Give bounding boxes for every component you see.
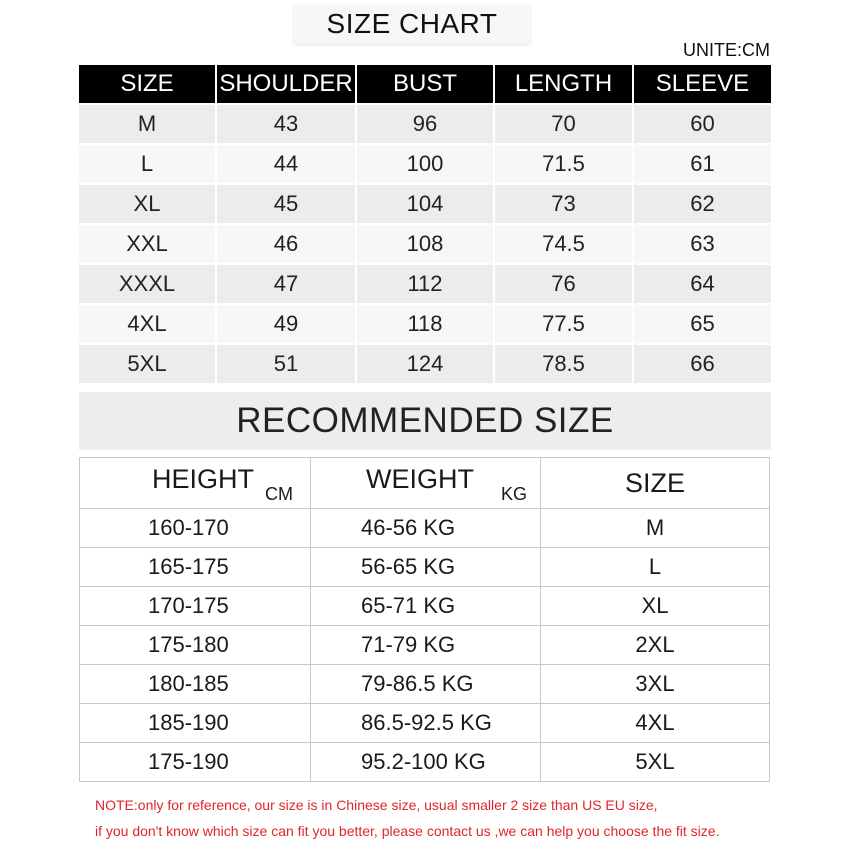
- table-cell: 49: [217, 305, 355, 343]
- table-cell: 78.5: [495, 345, 632, 383]
- weight-unit: KG: [501, 484, 528, 504]
- table-row: [80, 626, 770, 665]
- table-cell: 112: [357, 265, 493, 303]
- table-row: [79, 105, 771, 143]
- table-cell: 71.5: [495, 145, 632, 183]
- table-cell: 46: [217, 225, 355, 263]
- table-cell: M: [79, 105, 215, 143]
- table-cell: 64: [634, 265, 771, 303]
- table-cell: 76: [495, 265, 632, 303]
- table-cell: XL: [79, 185, 215, 223]
- table-cell: 60: [634, 105, 771, 143]
- height-cell: 175-190: [80, 743, 311, 782]
- size-cell: M: [541, 509, 770, 548]
- weight-cell: 46-56 KG: [311, 509, 541, 548]
- table-row: [79, 145, 771, 183]
- height-cell: 160-170: [80, 509, 311, 548]
- table-cell: 51: [217, 345, 355, 383]
- header-size: SIZE: [79, 65, 215, 103]
- size-cell: 3XL: [541, 665, 770, 704]
- table-row: [79, 265, 771, 303]
- weight-cell: 86.5-92.5 KG: [311, 704, 541, 743]
- table-row: [80, 509, 770, 548]
- weight-header-cell: [311, 458, 541, 509]
- size-chart-header: [79, 65, 771, 103]
- note-line-1: NOTE:only for reference, our size is in Chinese size, usual smaller 2 size than US EU size,: [95, 797, 658, 813]
- table-cell: XXL: [79, 225, 215, 263]
- unit-label: UNITE:CM: [683, 40, 770, 60]
- table-cell: 77.5: [495, 305, 632, 343]
- recommended-size-table: [79, 457, 770, 782]
- table-row: [79, 185, 771, 223]
- header-sleeve: SLEEVE: [634, 65, 771, 103]
- table-row: [80, 743, 770, 782]
- height-header: HEIGHT: [152, 464, 255, 494]
- table-cell: 124: [357, 345, 493, 383]
- table-cell: 44: [217, 145, 355, 183]
- height-cell: 165-175: [80, 548, 311, 587]
- weight-cell: 71-79 KG: [311, 626, 541, 665]
- table-cell: 100: [357, 145, 493, 183]
- table-cell: 62: [634, 185, 771, 223]
- table-row: [79, 345, 771, 383]
- table-cell: 5XL: [79, 345, 215, 383]
- height-header-cell: [80, 458, 311, 509]
- header-length: LENGTH: [495, 65, 632, 103]
- table-cell: 4XL: [79, 305, 215, 343]
- size-cell: 2XL: [541, 626, 770, 665]
- weight-header: WEIGHT: [366, 464, 474, 494]
- table-cell: 45: [217, 185, 355, 223]
- table-cell: 70: [495, 105, 632, 143]
- table-cell: 65: [634, 305, 771, 343]
- size-cell: L: [541, 548, 770, 587]
- table-row: [80, 548, 770, 587]
- table-cell: 108: [357, 225, 493, 263]
- table-row: [80, 587, 770, 626]
- table-cell: 43: [217, 105, 355, 143]
- weight-cell: 79-86.5 KG: [311, 665, 541, 704]
- table-cell: 96: [357, 105, 493, 143]
- size-chart-title: SIZE CHART: [294, 4, 530, 44]
- table-header-row: [80, 458, 770, 509]
- weight-cell: 65-71 KG: [311, 587, 541, 626]
- header-bust: BUST: [357, 65, 493, 103]
- height-cell: 185-190: [80, 704, 311, 743]
- table-row: [79, 225, 771, 263]
- size-chart-table: [79, 105, 771, 385]
- table-cell: 104: [357, 185, 493, 223]
- table-row: [80, 665, 770, 704]
- size-cell: 4XL: [541, 704, 770, 743]
- table-cell: 74.5: [495, 225, 632, 263]
- table-cell: 66: [634, 345, 771, 383]
- table-cell: L: [79, 145, 215, 183]
- table-cell: 61: [634, 145, 771, 183]
- recommended-size-title: RECOMMENDED SIZE: [79, 392, 771, 450]
- size-header: SIZE: [541, 458, 770, 509]
- table-row: [80, 704, 770, 743]
- table-cell: 47: [217, 265, 355, 303]
- header-shoulder: SHOULDER: [217, 65, 355, 103]
- table-cell: XXXL: [79, 265, 215, 303]
- size-cell: 5XL: [541, 743, 770, 782]
- height-cell: 170-175: [80, 587, 311, 626]
- height-cell: 180-185: [80, 665, 311, 704]
- table-row: [79, 305, 771, 343]
- note-line-2: if you don't know which size can fit you better, please contact us ,we can help you choose the fit size.: [95, 823, 720, 839]
- weight-cell: 56-65 KG: [311, 548, 541, 587]
- size-cell: XL: [541, 587, 770, 626]
- table-cell: 118: [357, 305, 493, 343]
- height-cell: 175-180: [80, 626, 311, 665]
- table-cell: 73: [495, 185, 632, 223]
- height-unit: CM: [265, 484, 293, 504]
- table-cell: 63: [634, 225, 771, 263]
- weight-cell: 95.2-100 KG: [311, 743, 541, 782]
